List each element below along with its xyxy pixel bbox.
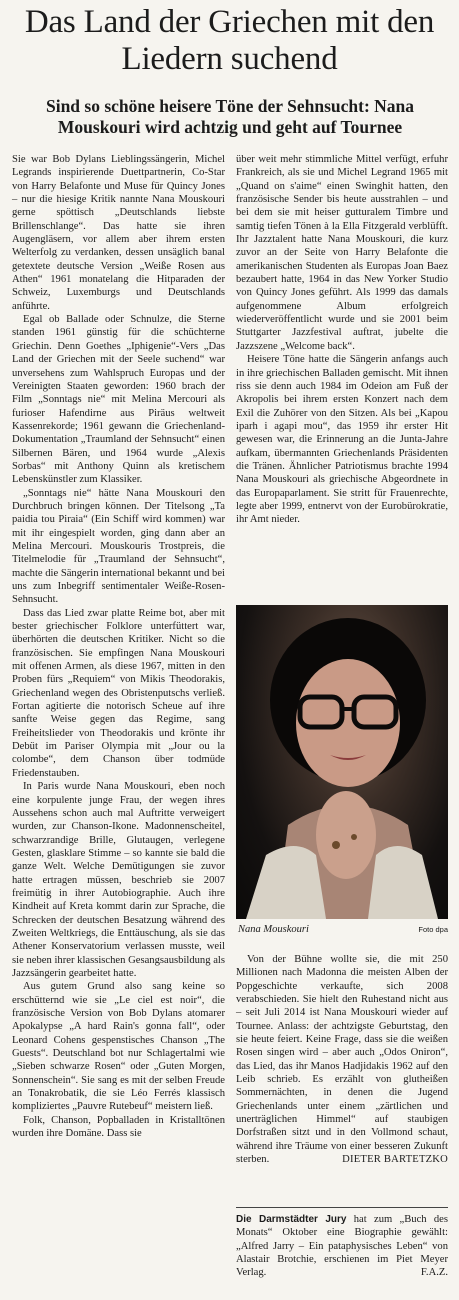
- notice-divider: [236, 1207, 448, 1208]
- notice-text: hat zum „Buch des Monats“ Oktober eine Biographie gewählt: „Alfred Jarry – Ein pataphysisches Leben“ von Alastair Brotchie, erschienen im Piet Meyer Verlag.: [236, 1214, 448, 1279]
- article-paragraph: Dass das Lied zwar platte Reime bot, aber mit bester griechischer Folklore unterfüttert war, überhörten die deutschen Kritiker. Nicht so die französischen. Sie empfingen Nana Mouskouri mit offenen Armen, als diese 1967, mitten in den Proben fürs „Requiem“ von Mikis Theodorakis, Griechenland wegen des Obristenputschs verließ. Fortan agitierte die notorisch Scheue auf ihre sanfte Weise gegen das Regime, sang Freiheitslieder von Theodorakis und krönte ihr Debüt im Pariser Olympia mit „Jour ou la colombe“, dem Chanson über todmüde Friedenstauben.: [12, 607, 225, 779]
- article-headline: Das Land der Griechen mit den Liedern suchend: [24, 4, 435, 77]
- article-paragraph: Aus gutem Grund also sang keine so erschütternd wie sie „Le ciel est noir“, die französische Version von Bob Dylans atomarer Apokalypse „A hard Rain's gonna fall“, oder Leonard Cohens gespenstisches Chanson „The Guests“. Deutschland bot nur Schlagertalmi wie „Sieben schwarze Rosen“ oder „Guten Morgen, Sonnenschein“. Sie sang es mit der selben Freude an Tonakrobatik, die sie Léo Ferrés klassisch kompliziertes „Pauvre Rutebeuf“ meistern ließ.: [12, 981, 225, 1113]
- photo-caption: [238, 924, 448, 935]
- portrait-photo: [236, 605, 448, 919]
- article-paragraph: Heisere Töne hatte die Sängerin anfangs auch in ihre griechischen Balladen gemischt. Mit ihnen riss sie denn auch 1984 im Odeion am Fuß der Akropolis bei ihrem ersten Konzert nach dem Exil die Zuhörer von den Sitzen. Als bei „Kapou iparh i agapi mou“, das 1959 ihr erster Hit gewesen war, die Erinnerung an die Junta-Jahre aufkam, übermannten Griechenlands Präsidenten die Tränen. Ähnlicher Patriotismus brachte 1994 Nana Mouskouri als griechische Abgeordnete in das Europaparlament. Sie stritt für Frauenrechte, legte aber 1999, entnervt von der Eurobürokratie, ihr Amt nieder.: [236, 354, 448, 526]
- article-column-right-bottom: [236, 953, 448, 1167]
- article-paragraph: In Paris wurde Nana Mouskouri, eben noch eine korpulente junge Frau, der wegen ihres Aussehens schon auch mal Auftritte verweigert wurden, zur Chanson-Ikone. Madonnenscheitel, schwarzrandige Brille, Glutaugen, verlegene Gesten, glasklare Stimme – so kannte sie bald die ganze Welt. Welche Demütigungen sie zuvor hatte ertragen müssen, beschrieb sie 2007 freimütig in ihrer Autobiographie. Auch ihre Kindheit auf Kreta kommt darin zur Sprache, die Schrecken der deutschen Besatzung während des Zweiten Weltkriegs, die Enttäuschung, als sie das Athener Konservatorium verlassen musste, weil sie neben ihrer klassischen Gesangsausbildung als Jazzsängerin gearbeitet hatte.: [12, 781, 225, 979]
- article-column-left: [12, 153, 225, 1140]
- notice-initials: F.A.Z.: [420, 1267, 448, 1279]
- article-paragraph: Egal ob Ballade oder Schnulze, die Sterne standen 1961 günstig für die schüchterne Griechin. Denn Goethes „Iphigenie“-Vers „Das Land der Griechen mit der Seele suchend“ war unversehens zum Wahlspruch Europas und der Vereinigten Staaten geworden: 1960 brach der Film „Sonntags nie“ mit Melina Mercouri als furioser Hafendirne aus Piräus weltweit Kassenrekorde; 1961 gewann die Griechenland-Dokumentation „Traumland der Sehnsucht“ einen Silbernen Bären, und 1964 wurde „Alexis Sorbas“ mit Anthony Quinn als kretischem Lebenskünstler zum Klassiker.: [12, 314, 225, 486]
- article-paragraph: Folk, Chanson, Popballaden in Kristalltönen wurden ihre Domäne. Dass sie: [12, 1114, 225, 1140]
- book-of-month-notice: [236, 1213, 448, 1280]
- notice-lead: Die Darmstädter Jury: [236, 1214, 347, 1225]
- article-paragraph: Sie war Bob Dylans Lieblingssängerin, Michel Legrands inspirierende Duettpartnerin, Co-Star von Harry Belafonte und Muse für Quincy Jones – nur die hiesige Kritik nannte Nana Mouskouri gerne spöttisch „Deutschlands liebste Brillenschlange“. Das hatte sie ihren Augengläsern, vor allem aber ihrem ersten Welterfolg zu verdanken, dessen unsäglich banal getextete deutsche Version „Weiße Rosen aus Athen“ 1961 monatelang die Hitparaden der Schweiz, Luxemburgs und Deutschlands anführte.: [12, 154, 225, 312]
- article-paragraph: „Sonntags nie“ hätte Nana Mouskouri den Durchbruch bringen können. Der Titelsong „Ta paidia tou Piraia“ (Ein Schiff wird kommen) war mit ihr eingespielt worden, ging dann aber an Melina Mercouri. Mouskouris Trostpreis, die Titelmelodie für „Traumland der Sehnsucht“, machte die Sängerin international bekannt und bei uns zum Inbegriff sentimentaler Weiße-Rosen-Sehnsucht.: [12, 487, 225, 606]
- article-paragraph: [236, 953, 448, 1167]
- photo-caption-name: Nana Mouskouri: [238, 924, 309, 935]
- article-author: DIETER BARTETZKO: [342, 1154, 448, 1166]
- article-column-right-top: [236, 153, 448, 527]
- photo-credit: Foto dpa: [418, 925, 448, 934]
- article-paragraph: über weit mehr stimmliche Mittel verfügt, erfuhr Frankreich, als sie und Michel Legrand 1965 mit „Quand on s'aime“ einen Swinghit hatten, den französische Sender bis heute ausstrahlen – und bei dem sie mit heiser gutturalem Timbre und samtig tiefen Tönen à la Ella Fitzgerald verblüfft. Ihr Jazztalent hatte Nana Mouskouri, die kurz zuvor an der Seite von Harry Belafonte die amerikanischen Studenten als Europas Joan Baez bezaubert hatte, 1964 in das New Yorker Studio von Quincy Jones geführt. Als 1999 das damals aufgenommene Album erfolgreich wiederveröffentlicht wurde und sie 2001 beim Stuttgarter Jazzfestival auftrat, jubelte die Jazzszene „Welcome back“.: [236, 154, 448, 352]
- article-subhead: Sind so schöne heisere Töne der Sehnsucht: Nana Mouskouri wird achtzig und geht auf Tournee: [45, 96, 415, 137]
- portrait-illustration: [236, 605, 448, 919]
- article-paragraph-text: Von der Bühne wollte sie, die mit 250 Millionen nach Madonna die meisten Alben der Popgeschichte verkaufte, sich 2008 verabschieden. Sie hielt den Ruhestand nicht aus – seit Juli 2014 ist Nana Mouskouri wieder auf Tournee. Anlass: der achtzigste Geburtstag, den sie heute feiert. Keine Frage, dass sie die weißen Rosen singen wird – aber auch „Odos Oniron“, das Lied, das ihr Manos Hadjidakis 1962 auf den Leib schrieb. Es erzählt von glutheißen Sommernächten, in denen die Jugend Griechenlands unter einem „zärtlichen und unerträglichen Himmel“ auf staubigen Dorfstraßen sitzt und in den Vollmond schaut, während ihre Träume von einer besseren Zukunft sterben.: [236, 954, 448, 1166]
